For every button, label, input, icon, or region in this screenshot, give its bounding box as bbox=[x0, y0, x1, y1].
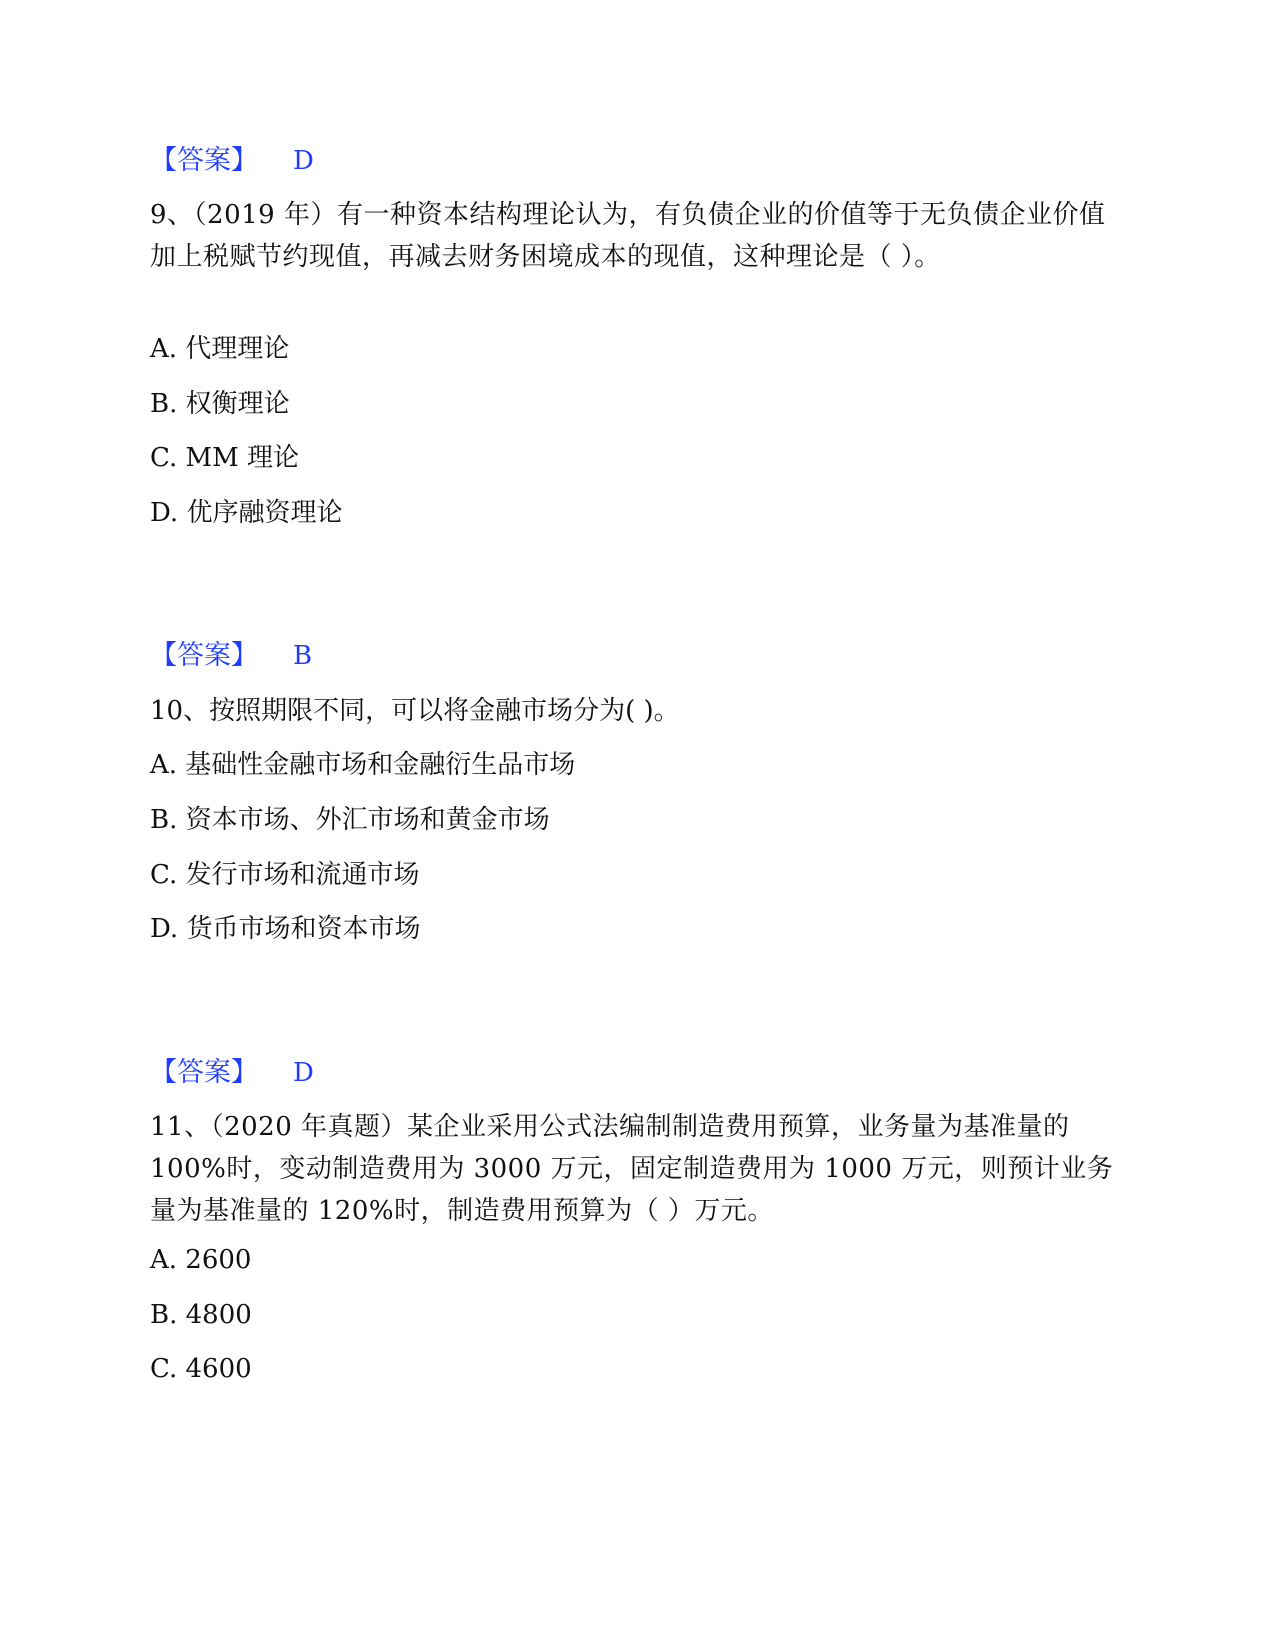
question-text: 9、（2019 年）有一种资本结构理论认为，有负债企业的价值等于无负债企业价值加上税赋节约现值，再减去财务困境成本的现值，这种理论是（ ）。 bbox=[150, 200, 1106, 272]
answer-row bbox=[150, 641, 258, 671]
answer-value: D bbox=[293, 146, 314, 176]
answer-label: 【答案】 bbox=[150, 1057, 258, 1088]
option-c: C. 4600 bbox=[150, 1354, 252, 1384]
answer-row bbox=[150, 146, 258, 176]
option-a: A. 2600 bbox=[150, 1245, 252, 1275]
answer-value: B bbox=[293, 641, 313, 671]
answer-label: 【答案】 bbox=[150, 145, 258, 176]
question-text: 11、（2020 年真题）某企业采用公式法编制制造费用预算，业务量为基准量的 100%时，变动制造费用为 3000 万元，固定制造费用为 1000 万元，则预计业务量为基准量的 120%时，制造费用预算为（ ）万元。 bbox=[150, 1112, 1114, 1226]
answer-label: 【答案】 bbox=[150, 640, 258, 671]
question-text: 10、按照期限不同，可以将金融市场分为( )。 bbox=[150, 696, 680, 726]
answer-row bbox=[150, 1058, 258, 1088]
answer-value: D bbox=[293, 1058, 314, 1088]
option-c: C. 发行市场和流通市场 bbox=[150, 860, 420, 890]
option-b: B. 资本市场、外汇市场和黄金市场 bbox=[150, 805, 550, 835]
option-a: A. 基础性金融市场和金融衍生品市场 bbox=[150, 750, 576, 780]
option-b: B. 权衡理论 bbox=[150, 389, 290, 419]
option-b: B. 4800 bbox=[150, 1300, 252, 1330]
option-c: C. MM 理论 bbox=[150, 443, 300, 473]
option-d: D. 优序融资理论 bbox=[150, 498, 343, 528]
option-d: D. 货币市场和资本市场 bbox=[150, 914, 421, 944]
option-a: A. 代理理论 bbox=[150, 334, 290, 364]
